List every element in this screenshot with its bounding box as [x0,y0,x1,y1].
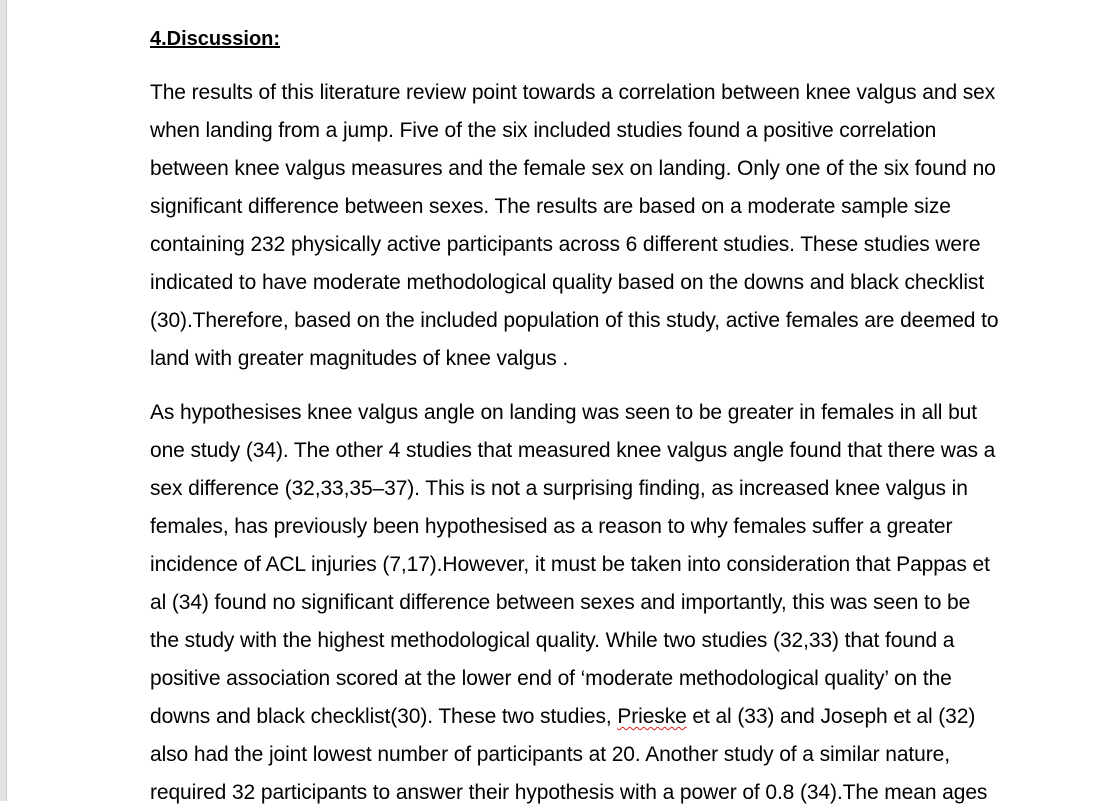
section-heading: 4.Discussion: [150,28,281,50]
text-line: required 32 participants to answer their hypothesis with a power of 0.8 (34).The mean ages [150,781,988,804]
text-line: significant difference between sexes. The results are based on a moderate sample size [150,195,951,218]
spellcheck-flagged-word[interactable]: Prieske [617,705,687,728]
text-segment: et al (33) and Joseph et al (32) [686,705,976,728]
text-line: As hypothesises knee valgus angle on landing was seen to be greater in females in all but [150,401,977,424]
left-margin-gutter [0,0,7,801]
text-line: one study (34). The other 4 studies that measured knee valgus angle found that there was a [150,439,996,462]
text-line: al (34) found no significant difference between sexes and importantly, this was seen to be [150,591,971,614]
text-line: The results of this literature review point towards a correlation between knee valgus and sex [150,81,996,104]
text-line: (30).Therefore, based on the included population of this study, active females are deemed to [150,309,999,332]
text-line: incidence of ACL injuries (7,17).However, it must be taken into consideration that Pappas et [150,553,990,576]
text-line: between knee valgus measures and the female sex on landing. Only one of the six found no [150,157,996,180]
text-line: sex difference (32,33,35–37). This is not a surprising finding, as increased knee valgus in [150,477,968,500]
text-line: containing 232 physically active participants across 6 different studies. These studies were [150,233,981,256]
text-line: when landing from a jump. Five of the six included studies found a positive correlation [150,119,937,142]
text-line: females, has previously been hypothesised as a reason to why females suffer a greater [150,515,953,538]
paragraph-1[interactable] [150,74,998,378]
text-line: also had the joint lowest number of participants at 20. Another study of a similar nature, [150,743,950,766]
text-line: positive association scored at the lower end of ‘moderate methodological quality’ on the [150,667,952,690]
text-line: the study with the highest methodological quality. While two studies (32,33) that found a [150,629,955,652]
text-segment: downs and black checklist(30). These two studies, [150,705,618,728]
text-line [150,698,995,736]
text-line: indicated to have moderate methodological quality based on the downs and black checklist [150,271,985,294]
text-line: land with greater magnitudes of knee valgus . [150,347,569,370]
paragraph-2[interactable] [150,394,995,812]
